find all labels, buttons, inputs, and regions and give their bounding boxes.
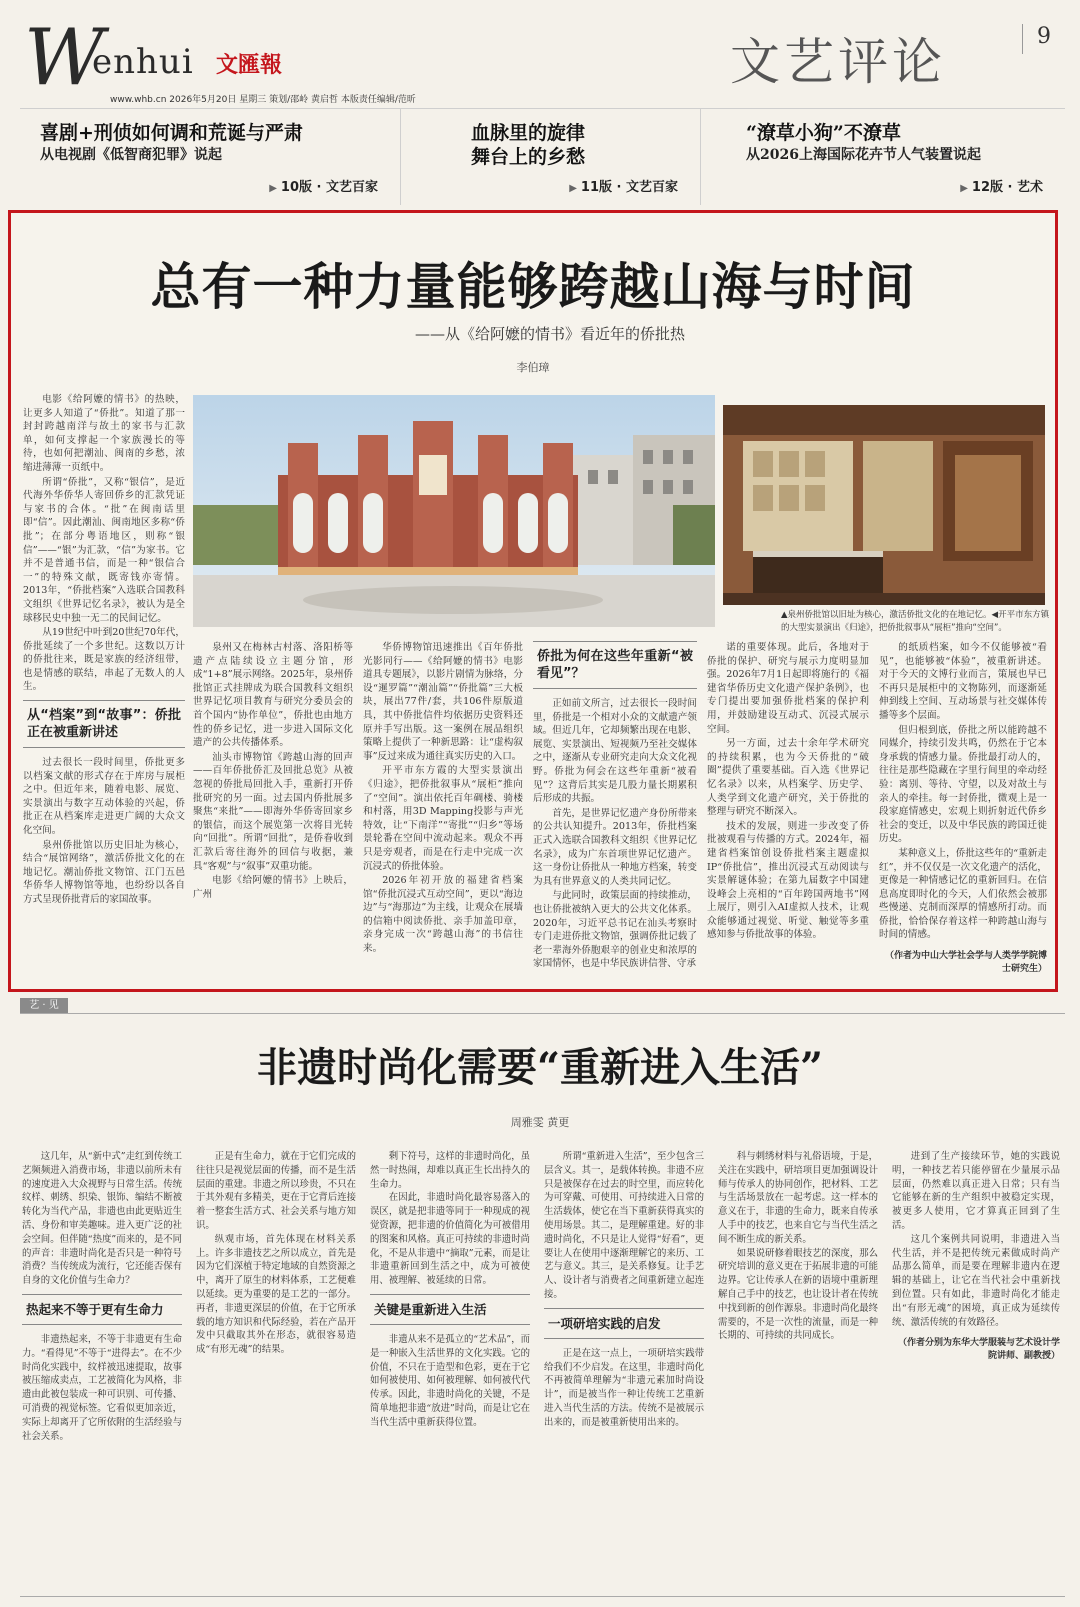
- section-title: 文艺评论: [730, 33, 946, 91]
- paragraph: 某种意义上，侨批这些年的“重新走红”，并不仅仅是一次文化遗产的活化，更像是一种情感记忆的重新回归。在信息高度即时化的今天，人们依然会被那些慢递、克制而深厚的情感所打动。而侨批，恰恰保存着这样一种跨越山海与时间的情感。: [879, 847, 1047, 941]
- article-column: [718, 1150, 878, 1590]
- section-subtitle: 侨批为何在这些年重新“被看见”？: [533, 641, 697, 689]
- page-number: 9: [1037, 24, 1051, 49]
- article-column: [23, 393, 185, 987]
- teaser-title: “潦草小狗”不潦草: [746, 122, 901, 144]
- paragraph: 非遗热起来，不等于非遗更有生命力。“看得见”不等于“进得去”。在不少时尚化实践中，纹样被迅速提取，故事被压缩成卖点，工艺被简化为风格，非遗由此被包装成一种可识别、可传播、可消费的视觉标签。它看似更加亲近，实际上却离开了它所依附的生活经验与社会关系。: [22, 1333, 182, 1442]
- paragraph: 首先，是世界记忆遗产身份所带来的公共认知提升。2013年，侨批档案正式入选联合国教科文组织《世界记忆名录》，成为广东首项世界记忆遗产。这一身份让侨批从一种地方档案，转变为具有世界意义的人类共同记忆。: [533, 807, 697, 887]
- photo-exhibition-hall[interactable]: [723, 405, 1045, 605]
- paragraph: 过去很长一段时间里，侨批更多以档案文献的形式存在于库房与展柜之中。但近年来，随着电影、展览、实景演出与数字互动体验的兴起，侨批正在从档案库走进更广阔的大众文化空间。: [23, 757, 185, 837]
- article-column: [196, 1150, 356, 1590]
- paragraph: 泉州侨批馆以历史旧址为核心，结合“展馆网络”，激活侨批文化的在地记忆。潮汕侨批文物馆、江门五邑华侨华人博物馆等地，也纷纷以各自方式呈现侨批背后的家国故事。: [23, 839, 185, 905]
- issue-meta: www.whb.cn 2026年5月20日 星期三 策划/邵岭 黄启哲 本版责任编辑/范昕: [110, 95, 416, 105]
- paragraph: 非遗从来不是孤立的“艺术品”，而是一种嵌入生活世界的文化实践。它的价值，不只在于造型和色彩，更在于它如何被使用、如何被理解、如何被代代传承。因此，非遗时尚化的关键，不是简单地把非遗“放进”时尚，而是让它在当代生活中重新获得位置。: [370, 1333, 530, 1428]
- section-subtitle: 一项研培实践的启发: [544, 1308, 704, 1339]
- article-headline[interactable]: 总有一种力量能够跨越山海与时间: [150, 258, 916, 316]
- paragraph: 正如前文所言，过去很长一段时间里，侨批是一个相对小众的文献遗产领域。但近几年，它却频繁出现在电影、展览、实景演出、短视频乃至社交媒体之中，逐渐从专业研究走向大众文化视野。侨批为何会在这些年重新“被看见”？这背后其实是几股力量长期累积后形成的共振。: [533, 698, 697, 805]
- teaser-page-ref: ▶ 10版 · 文艺百家: [269, 180, 378, 195]
- author-note: （作者为中山大学社会学与人类学学院博士研究生）: [884, 951, 1047, 975]
- paragraph: 的纸质档案，如今不仅能够被“看见”，也能够被“体验”，被重新讲述。对于今天的文博行业而言，策展也早已不再只是展柜中的文物陈列，而逐渐延伸到线上空间、互动场景与社交媒体传播等多个层面。: [879, 642, 1047, 721]
- divider: [1022, 24, 1023, 54]
- masthead: [20, 13, 1065, 106]
- paragraph: 华侨博物馆迅速推出《百年侨批 光影同行——《给阿嬷的情书》电影道具专题展》，以影片剧情为脉络，分设“暹罗篇”“潮汕篇”“侨批篇”三大板块，展出77件/套，共106件原版道具，其中侨批信件均依据历史资料还原并手写出版。这一案例在展品组织策略上提供了一种新思路：让“虚构叙事”反过来成为通往真实历史的入口。: [363, 642, 523, 762]
- logo-letter: W: [24, 13, 105, 103]
- section-subtitle: 从“档案”到“故事”：侨批正在被重新讲述: [23, 700, 185, 748]
- paragraph: 电影《给阿嬷的情书》的热映，让更多人知道了“侨批”。知道了那一封封跨越南洋与故土的家书与汇款单，如何支撑起一个家族漫长的等待，也如何把潮汕、闽南的乡愁，浓缩进薄薄一页纸中。: [23, 394, 185, 473]
- article-byline: 李伯璋: [516, 361, 550, 374]
- paragraph: 纵观市场，首先体现在材料关系上。许多非遗技艺之所以成立，首先是因为它们深植于特定地域的自然资源之中，离开了原生的材料体系，工艺便难以延续。更为重要的是工艺的一部分。再者，非遗更深层的价值，在于它所承载的地方知识和代际经验，若在产品开发中只截取其外在形态，就很容易造成“有形无魂”的结果。: [196, 1233, 356, 1356]
- teaser-subtitle: 舞台上的乡愁: [471, 146, 586, 168]
- paragraph: 泉州又在梅林古村落、洛阳桥等遗产点陆续设立主题分馆，形成“1+8”展示网络。2025年，泉州侨批馆正式挂牌成为联合国教科文组织世界记忆项目教育与研究分委员会的首个国内“协作单位”，侨批也由地方性的侨乡记忆，进一步进入国际文化遗产的公共传播体系。: [193, 642, 353, 749]
- teaser-title: 血脉里的旋律: [471, 122, 586, 144]
- article-headline[interactable]: 非遗时尚化需要“重新进入生活”: [256, 1044, 823, 1091]
- paragraph: 正是有生命力，就在于它们完成的往往只是视觉层面的传播，而不是生活层面的重建。非遗之所以珍贵，不只在于其外观有多精美，更在于它背后连接着一整套生活方式、社会关系与地方知识。: [196, 1151, 356, 1231]
- section-subtitle: 关键是重新进入生活: [370, 1294, 530, 1325]
- teaser-page-ref: ▶ 11版 · 文艺百家: [569, 180, 678, 195]
- divider: [20, 1013, 1065, 1014]
- author-note: （作者分别为东华大学服装与艺术设计学院讲师、副教授）: [897, 1338, 1060, 1362]
- triangle-icon: ▶: [269, 183, 277, 194]
- section-subtitle: 热起来不等于更有生命力: [22, 1294, 182, 1325]
- paragraph: 所谓“重新进入生活”，至少包含三层含义。其一，是载体转换。非遗不应只是被保存在过去的时空里，而应转化为可穿戴、可使用、可持续进入日常的生活载体，使它在当下重新获得真实的使用场景。其二，是理解重建。好的非遗时尚化，不只是让人觉得“好看”，更要让人在使用中逐渐理解它的来历、工艺与意义。其三，是关系修复。让手艺人、设计者与消费者之间重新建立起连接。: [544, 1151, 704, 1300]
- article-column: [363, 641, 523, 987]
- article-column: [544, 1150, 704, 1590]
- building-illustration: [193, 395, 715, 627]
- paragraph: 另一方面，过去十余年学术研究的持续积累，也为今天侨批的“破圈”提供了重要基础。百入选《世界记忆名录》以来，从档案学、历史学、人类学到文化遗产研究，关于侨批的整理与研究不断深入。: [707, 738, 869, 818]
- paragraph: 诺的重要体现。此后，各地对于侨批的保护、研究与展示力度明显加强。2026年7月1日起即将施行的《福建省华侨历史文化遗产保护条例》，也专门提出要加强侨批档案的保护利用，并鼓励建设互动式、沉浸式展示空间。: [707, 642, 869, 735]
- feature-article: [8, 210, 1058, 992]
- teaser-page-ref: ▶ 12版 · 艺术: [960, 180, 1043, 195]
- divider: [20, 1596, 1065, 1597]
- paragraph: 电影《给阿嬷的情书》上映后，广州: [193, 875, 353, 900]
- article-column: [533, 641, 697, 987]
- triangle-icon: ▶: [569, 183, 577, 194]
- column-tag: 艺 · 见: [20, 998, 68, 1014]
- paragraph: 进到了生产接续环节，她的实践说明，一种技艺若只能停留在少量展示品层面，仍然难以真正进入日常；只有当它能够在新的生产组织中被稳定实现，被更多人使用，它才算真正回到了生活。: [892, 1151, 1060, 1231]
- article-column: [879, 641, 1047, 987]
- paragraph: 所谓“侨批”，又称“银信”，是近代海外华侨华人寄回侨乡的汇款凭证与家书的合体。“批”在闽南话里即“信”。因此潮汕、闽南地区多称“侨批”；在部分粤语地区，则称“银信”——“银”为汇款，“信”为家书。它并不是普通书信，而是一种“银信合一”的特殊文献，既寄钱亦寄情。2013年，“侨批档案”入选联合国教科文组织《世界记忆名录》，被认为是全球移民史中独一无二的民间记忆。: [23, 476, 185, 624]
- teaser-subtitle: 从电视剧《低智商犯罪》说起: [40, 147, 222, 163]
- teaser-item[interactable]: [20, 109, 400, 205]
- paragraph: 在因此，非遗时尚化最容易落入的误区，就是把非遗等同于一种现成的视觉资源，把非遗的价值简化为可被借用的图案和风格。真正可持续的非遗时尚化，不是从非遗中“摘取”元素，而是让非遗重新回到生活之中，成为可被使用、被理解、被延续的日常。: [370, 1192, 530, 1287]
- paragraph: 但归根到底，侨批之所以能跨越不同媒介，持续引发共鸣，仍然在于它本身承载的情感力量。侨批最打动人的，往往是那些隐藏在字里行间里的牵动经验：离别、等待、守望，以及对故土与亲人的牵挂。每一封侨批，微观上是一段家庭情感史，宏观上则折射近代侨乡社会的变迁，以及中华民族的跨国迁徙历史。: [879, 724, 1047, 845]
- paragraph: 开平市东方霞的大型实景演出《归途》，把侨批叙事从“展柜”推向了“空间”。演出依托百年碉楼、骑楼和村落，用3D Mapping投影与声光特效，让“下南洋”“寄批”“归乡”等场景轮番在空间中流动起来。观众不再只是旁观者，而是在行走中完成一次沉浸式的侨批体验。: [363, 765, 523, 872]
- paragraph: 技术的发展，则进一步改变了侨批被观看与传播的方式。2024年，福建省档案馆创设侨批档案主题虚拟IP“侨批信”，推出沉浸式互动阅读与实景解谜体验；在第九届数字中国建设峰会上亮相的“百年跨国两地书”网上展厅，则引入AI虚拟人技术，让观众能够通过视觉、听觉、触觉等多重感知参与侨批故事的体验。: [707, 820, 869, 941]
- article-column: [22, 1150, 182, 1590]
- paragraph: 剩下符号，这样的非遗时尚化，虽然一时热闹，却难以真正生长出持久的生命力。: [370, 1151, 530, 1190]
- teaser-item[interactable]: [700, 109, 1065, 205]
- teaser-title: 喜剧+刑侦如何调和荒诞与严肃: [40, 122, 303, 144]
- photo-qiaopi-museum[interactable]: [193, 395, 715, 627]
- photo-caption: ▲泉州侨批馆以旧址为核心，激活侨批文化的在地记忆。◀开平市东方镇的大型实景演出《归途》，把侨批叙事从“展柜”推向“空间”。: [781, 610, 1050, 633]
- article-column: [370, 1150, 530, 1590]
- teaser-subtitle: 从2026上海国际花卉节人气装置说起: [746, 147, 981, 163]
- paragraph: 这几年，从“新中式”走红到传统工艺频频进入消费市场，非遗以前所未有的速度进入大众视野与日常生活。传统纹样、刺绣、织染、银饰、编结不断被转化为当代产品，非遗也由此更贴近生活、身份和审美趣味。进入更广泛的社会空间。但伴随“热度”而来的，是不同的声音：非遗时尚化是否只是一种符号消费？当传统成为流行，它还能否保有自身的文化价值与生命力？: [22, 1151, 182, 1287]
- paragraph: 正是在这一点上，一项研培实践带给我们不少启发。在这里，非遗时尚化不再被简单理解为“非遗元素加时尚设计”，而是被当作一种让传统工艺重新进入当代生活的方法。传统不是被展示出来的，而是被重新使用出来的。: [544, 1347, 704, 1428]
- paragraph: 2026年初开放的福建省档案馆“侨批沉浸式互动空间”，更以“海边边”与“海那边”为主线，让观众在展墙的信箱中阅读侨批、亲手加盖印章，亲身完成一次“跨越山海”的书信往来。: [363, 875, 523, 955]
- article-subhead: ——从《给阿嬷的情书》看近年的侨批热: [414, 325, 685, 343]
- exhibition-illustration: [723, 405, 1045, 605]
- article-column: [707, 641, 869, 987]
- logo-chinese: 文匯報: [216, 52, 283, 78]
- paragraph: 与此同时，政策层面的持续推动，也让侨批被纳入更大的公共文化体系。2020年，习近平总书记在汕头考察时专门走进侨批文物馆，强调侨批记载了老一辈海外侨胞艰辛的创业史和浓厚的家国情怀，也是中华民族讲信誉、守承: [533, 890, 697, 970]
- article-column: [892, 1150, 1060, 1590]
- triangle-icon: ▶: [960, 183, 968, 194]
- teaser-item[interactable]: [400, 109, 700, 205]
- paragraph: 如果说研修着眼技艺的深度，那么研究培训的意义更在于拓展非遗的可能边界。它让传承人在新的语境中重新理解自己手中的技艺，也让设计者在传统中找到新的创作源泉。非遗时尚化最终需要的，不是一次性的流量，而是一种长期的、可持续的共同成长。: [718, 1247, 878, 1342]
- paragraph: 科与刺绣材料与礼俗语境，于是，关注在实践中，研培项目更加强调设计师与传承人的协同创作，把材料、工艺与生活场景放在一起考虑。这一样本的意义在于，非遗的生命力，既来自传承人手中的技艺，也来自它与当代生活之间不断生成的新关系。: [718, 1151, 878, 1245]
- teaser-strip: [20, 108, 1065, 204]
- article-byline: 周雅雯 黄更: [510, 1116, 570, 1129]
- article-column: [193, 641, 353, 987]
- paragraph: 汕头市博物馆《跨越山海的回声——百年侨批侨汇及回批总览》从被忽视的侨批局回批入手，重新打开侨批研究的另一面。过去国内侨批展多聚焦“来批”——即海外华侨寄回家乡的银信，而这个展览第一次将目光转向“回批”。所谓“回批”，是侨眷收到汇款后寄往海外的回信与收据，兼具“客观”与“叙事”双重功能。: [193, 751, 353, 872]
- paragraph: 这几个案例共同说明，非遗进入当代生活，并不是把传统元素做成时尚产品那么简单，而是要在理解非遗内在逻辑的基础上，让它在当代社会中重新找到位置。只有如此，非遗时尚化才能走出“有形无魂”的困境，真正成为延续传统、激活传统的有效路径。: [892, 1233, 1060, 1328]
- logo-english: enhui: [92, 42, 194, 82]
- paragraph: 从19世纪中叶到20世纪70年代，侨批延续了一个多世纪。这数以万计的侨批往来，既是家族的经济纽带，也是情感的联结，串起了无数人的人生。: [23, 627, 185, 693]
